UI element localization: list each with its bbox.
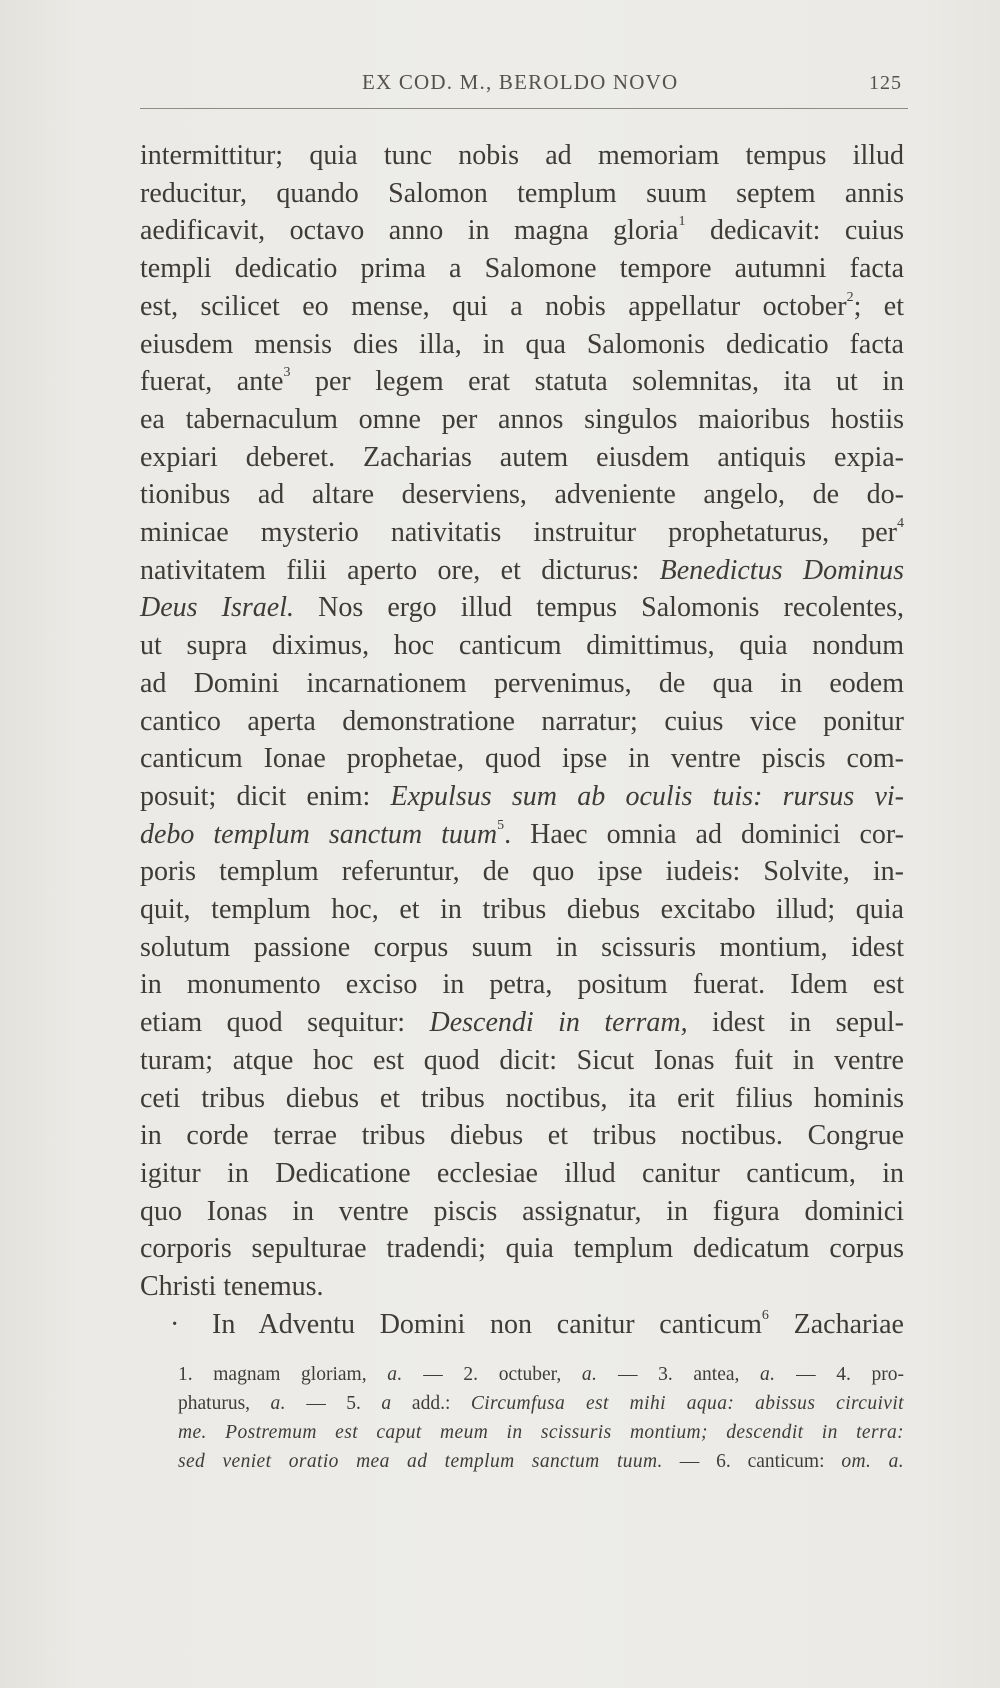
- footnote-ref[interactable]: 5: [497, 817, 505, 833]
- text-line: cantico aperta demonstratione narratur; cuius vice ponitur: [140, 705, 904, 737]
- footnote-ref[interactable]: 1: [678, 214, 686, 230]
- text-line: posuit; dicit enim: Expulsus sum ab oculis tuis: rursus vi-: [140, 780, 905, 812]
- quotation: Benedictus Dominus: [659, 554, 904, 586]
- text-line: poris templum referuntur, de quo ipse iudeis: Solvite, in-: [140, 856, 904, 888]
- text-line: expiari deberet. Zacharias autem eiusdem antiquis expia-: [140, 441, 904, 473]
- text-line: ceti tribus diebus et tribus noctibus, ita erit filius hominis: [140, 1082, 904, 1114]
- text-line: igitur in Dedicatione ecclesiae illud canitur canticum, in: [140, 1157, 904, 1189]
- text-line: ad Domini incarnationem pervenimus, de qua in eodem: [140, 667, 904, 699]
- text-line: corporis sepulturae tradendi; quia templum dedicatum corpus: [140, 1233, 904, 1265]
- main-text: [140, 137, 904, 1344]
- text-line: est, scilicet eo mense, qui a nobis appellatur october$^2$; et: [140, 289, 904, 322]
- text-line: canticum Ionae prophetae, quod ipse in ventre piscis com-: [140, 743, 904, 775]
- quotation: debo templum sanctum tuum: [140, 818, 498, 850]
- text-line: debo templum sanctum tuum$^5$. Haec omnia ad dominici cor-: [140, 817, 904, 850]
- text-line: tionibus ad altare deserviens, adveniente angelo, de do-: [140, 479, 904, 511]
- running-head: [140, 64, 908, 109]
- text-line: ea tabernaculum omne per annos singulos maioribus hostiis: [140, 403, 904, 435]
- quotation: Deus Israel.: [140, 592, 294, 624]
- text-line: aedificavit, octavo anno in magna gloria$^1$ dedicavit: cuius: [140, 214, 904, 247]
- text-line: solutum passione corpus suum in scissuris montium, idest: [140, 931, 904, 963]
- footnote-ref[interactable]: 6: [761, 1307, 769, 1323]
- footnote-ref[interactable]: 3: [283, 365, 291, 381]
- text-line: fuerat, ante$^3$ per legem erat statuta solemnitas, ita ut in: [140, 365, 905, 398]
- text-line: intermittitur; quia tunc nobis ad memoriam tempus illud: [140, 140, 904, 171]
- running-title: EX COD. M., BEROLDO NOVO: [362, 70, 679, 94]
- text-line: nativitatem filii aperto ore, et dicturus: Benedictus Dominus: [140, 554, 904, 586]
- text-line: Christi tenemus.: [140, 1271, 324, 1303]
- text-line: turam; atque hoc est quod dicit: Sicut Ionas fuit in ventre: [140, 1044, 904, 1076]
- quotation: Descendi in terram,: [429, 1007, 688, 1039]
- text-line: quit, templum hoc, et in tribus diebus excitabo illud; quia: [140, 894, 904, 926]
- text-line: · In Adventu Domini non canitur canticum$^6$ Zachariae: [140, 1306, 904, 1344]
- footnotes: [178, 1360, 904, 1476]
- text-line: eiusdem mensis dies illa, in qua Salomonis dedicatio facta: [140, 328, 904, 360]
- text-line: in monumento exciso in petra, positum fuerat. Idem est: [140, 969, 904, 1001]
- paragraph-mark: ·: [170, 1308, 180, 1340]
- text-line: ut supra diximus, hoc canticum dimittimus, quia nondum: [140, 630, 904, 662]
- text-line: templi dedicatio prima a Salomone tempore autumni facta: [140, 253, 904, 285]
- text-line: Deus Israel. Nos ergo illud tempus Salomonis recolentes,: [140, 592, 905, 624]
- text-line: reducitur, quando Salomon templum suum septem annis: [140, 177, 904, 209]
- footnote-line: sed veniet oratio mea ad templum sanctum tuum. — 6. canticum: om. a.: [178, 1451, 905, 1472]
- footnote-ref[interactable]: 2: [846, 289, 854, 305]
- text-line: in corde terrae tribus diebus et tribus noctibus. Congrue: [140, 1120, 904, 1152]
- footnote-line: me. Postremum est caput meum in scissuris montium; descendit in terra:: [178, 1422, 904, 1443]
- quotation: Expulsus sum ab oculis tuis: rursus vi-: [390, 780, 905, 812]
- text-line: minicae mysterio nativitatis instruitur prophetaturus, per$^4$: [140, 516, 904, 549]
- page-number: 125: [869, 72, 902, 94]
- footnote-line: 1. magnam gloriam, a. — 2. octuber, a. — 3. antea, a. — 4. pro-: [178, 1364, 904, 1385]
- footnote-ref[interactable]: 4: [897, 516, 904, 532]
- footnote-line: phaturus, a. — 5. a add.: Circumfusa est mihi aqua: abissus circuivit: [178, 1393, 904, 1414]
- text-line: quo Ionas in ventre piscis assignatur, in figura dominici: [140, 1195, 904, 1227]
- text-line: etiam quod sequitur: Descendi in terram, idest in sepul-: [140, 1007, 904, 1039]
